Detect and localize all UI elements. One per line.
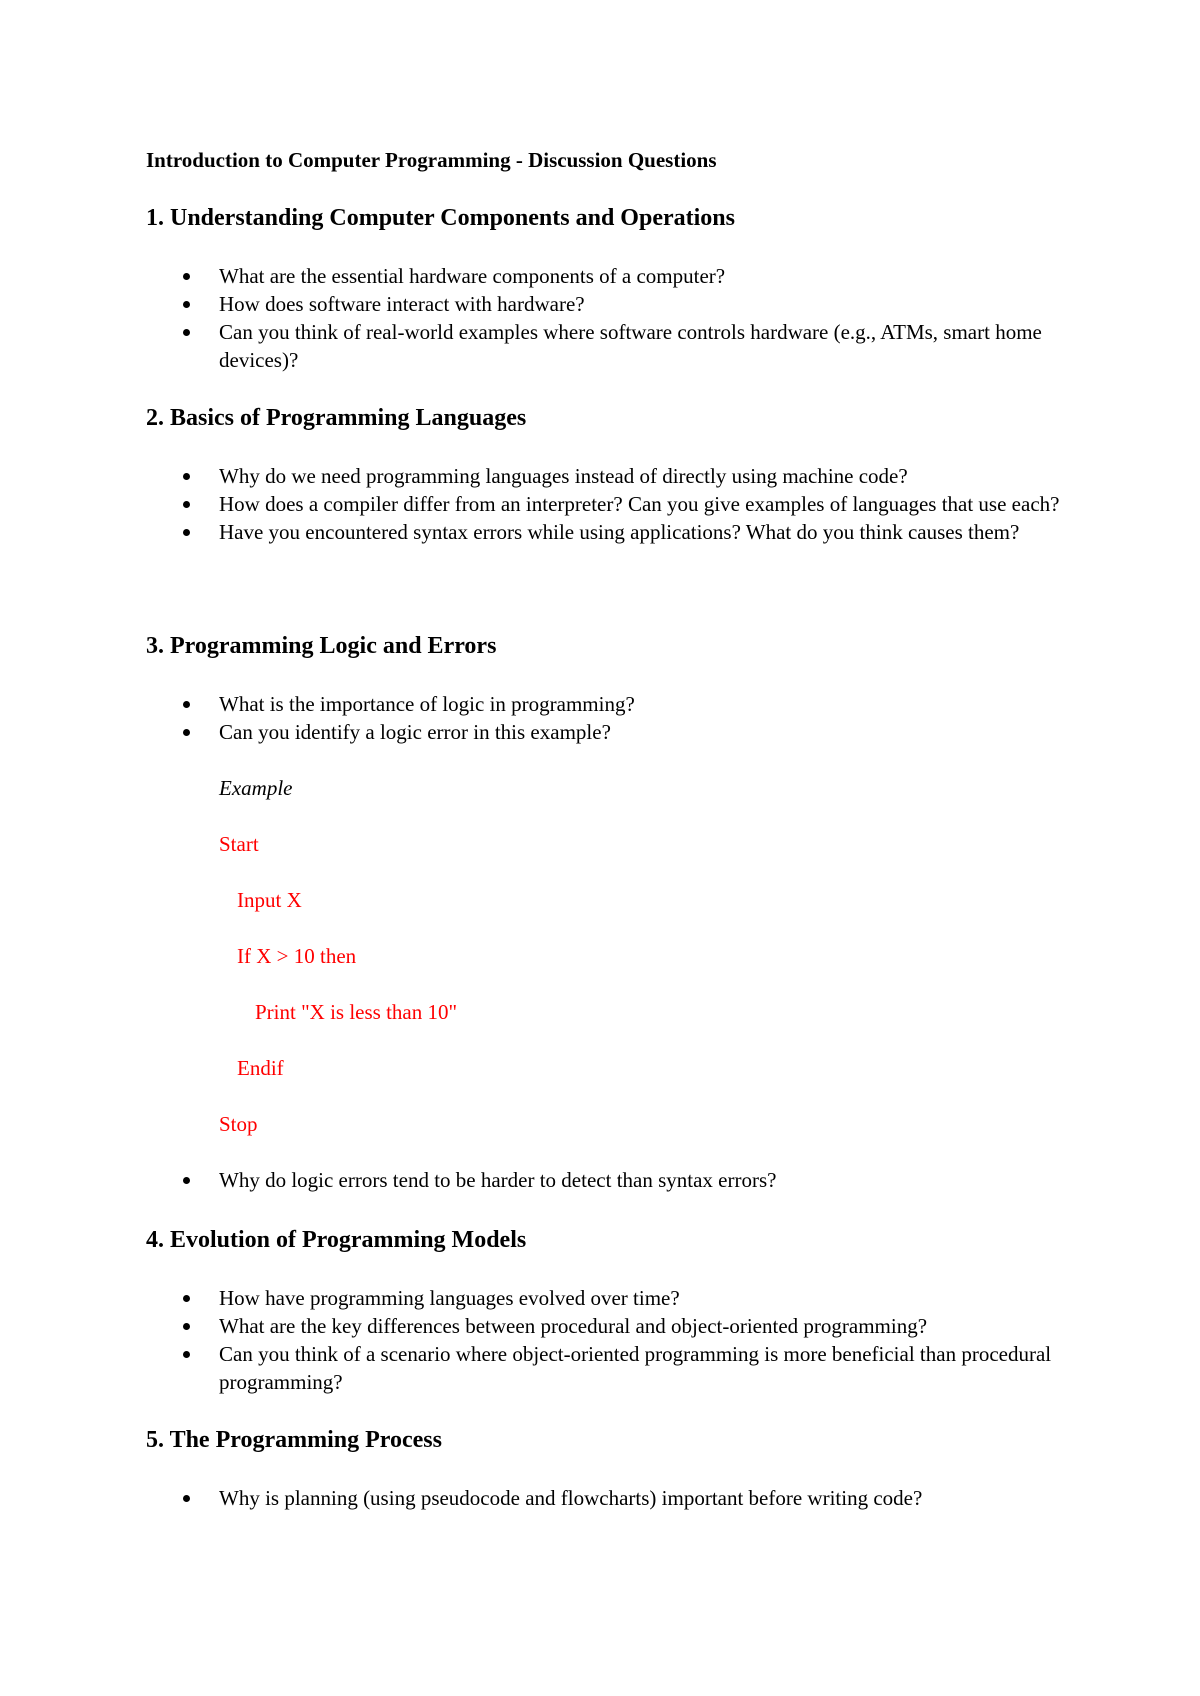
- question-list-3: [0, 690, 1200, 746]
- bullet-icon: [183, 273, 190, 280]
- question-item: [0, 718, 1200, 746]
- question-list-2: [0, 462, 1200, 546]
- question-item: [0, 1166, 1200, 1194]
- section-heading-1: 1. Understanding Computer Components and Operations: [146, 205, 735, 231]
- bullet-icon: [183, 1295, 190, 1302]
- question-text: How does software interact with hardware?: [219, 292, 585, 316]
- section-heading-5: 5. The Programming Process: [146, 1427, 442, 1453]
- section-heading-2: 2. Basics of Programming Languages: [146, 405, 527, 431]
- code-line: If X > 10 then: [237, 944, 357, 968]
- question-text: Why do logic errors tend to be harder to detect than syntax errors?: [219, 1168, 777, 1192]
- question-text: Have you encountered syntax errors while using applications? What do you think causes them?: [219, 520, 1020, 544]
- bullet-icon: [183, 1323, 190, 1330]
- code-line: Endif: [237, 1056, 284, 1080]
- question-text: Why do we need programming languages instead of directly using machine code?: [219, 464, 908, 488]
- section-heading-3: 3. Programming Logic and Errors: [146, 633, 497, 659]
- bullet-icon: [183, 701, 190, 708]
- question-text: What are the key differences between procedural and object-oriented programming?: [219, 1314, 928, 1338]
- bullet-icon: [183, 473, 190, 480]
- question-text: Can you think of real-world examples where software controls hardware (e.g., ATMs, smart home devices)?: [219, 320, 1042, 372]
- question-item: [0, 518, 1200, 546]
- question-item: [0, 462, 1200, 490]
- question-list-5: [0, 1484, 1200, 1512]
- question-item: [0, 318, 1200, 374]
- code-line: Print "X is less than 10": [255, 1000, 458, 1024]
- question-item: [0, 490, 1200, 518]
- question-item: [0, 690, 1200, 718]
- bullet-icon: [183, 1351, 190, 1358]
- bullet-icon: [183, 1177, 190, 1184]
- question-text: What is the importance of logic in programming?: [219, 692, 635, 716]
- document-title: Introduction to Computer Programming - Discussion Questions: [146, 148, 717, 172]
- bullet-icon: [183, 729, 190, 736]
- question-text: Why is planning (using pseudocode and flowcharts) important before writing code?: [219, 1486, 923, 1510]
- question-item: [0, 1284, 1200, 1312]
- code-line: Input X: [237, 888, 302, 912]
- question-item: [0, 262, 1200, 290]
- bullet-icon: [183, 301, 190, 308]
- example-label: Example: [219, 776, 293, 800]
- question-list-3-continued: [0, 1166, 1200, 1194]
- section-heading-4: 4. Evolution of Programming Models: [146, 1227, 527, 1253]
- question-item: [0, 1340, 1200, 1396]
- question-text: What are the essential hardware components of a computer?: [219, 264, 726, 288]
- question-text: Can you think of a scenario where object-oriented programming is more beneficial than procedural programming?: [219, 1342, 1052, 1394]
- question-list-1: [0, 262, 1200, 374]
- code-line: Start: [219, 832, 259, 856]
- question-item: [0, 1312, 1200, 1340]
- code-line: Stop: [219, 1112, 258, 1136]
- question-text: Can you identify a logic error in this example?: [219, 720, 611, 744]
- question-text: How have programming languages evolved over time?: [219, 1286, 680, 1310]
- question-item: [0, 290, 1200, 318]
- bullet-icon: [183, 1495, 190, 1502]
- question-list-4: [0, 1284, 1200, 1396]
- question-item: [0, 1484, 1200, 1512]
- question-text: How does a compiler differ from an interpreter? Can you give examples of languages that use each?: [219, 492, 1060, 516]
- bullet-icon: [183, 329, 190, 336]
- bullet-icon: [183, 529, 190, 536]
- bullet-icon: [183, 501, 190, 508]
